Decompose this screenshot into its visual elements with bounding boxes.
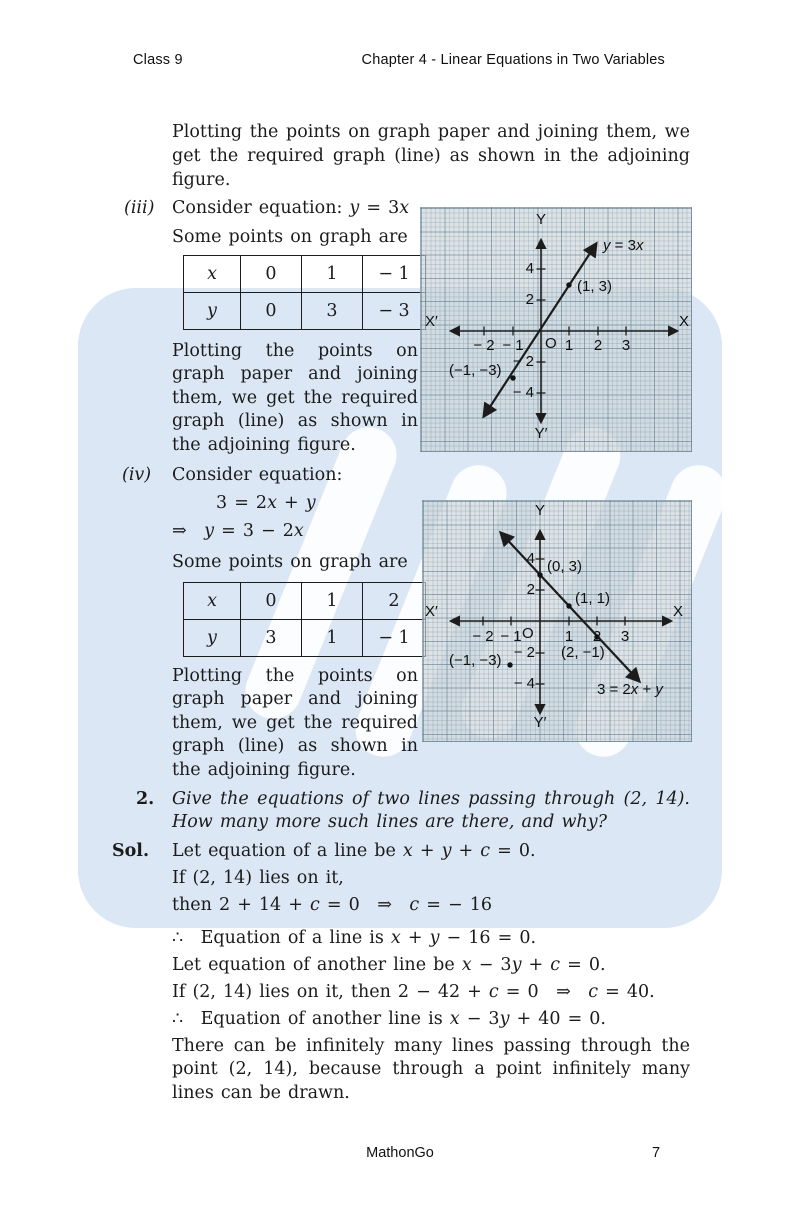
- y-tick-label: − 2: [513, 644, 535, 661]
- text-line: Give the equations of two lines passing through (2, 14).: [172, 789, 690, 809]
- x-tick-label: 2: [593, 337, 603, 354]
- plot-line-y-3x: [484, 244, 596, 416]
- axis-label-x-prime: X′: [425, 313, 438, 330]
- table-row: [184, 293, 426, 330]
- solution-line: then 2 + 14 + c = 0 ⇒ c = − 16: [172, 895, 492, 915]
- axis-label-y-prime: Y′: [533, 714, 547, 731]
- point-label: (2, −1): [561, 644, 605, 661]
- text-line: There can be infinitely many lines passing through the: [172, 1036, 690, 1056]
- item-iii-marker: (iii): [124, 198, 155, 218]
- table-cell: 1: [302, 620, 363, 657]
- solution-line: ∴ Equation of a line is x + y − 16 = 0.: [172, 928, 537, 948]
- axis-label-x-prime: X′: [425, 603, 438, 620]
- point-label: (−1, −3): [449, 362, 502, 379]
- point-neg1-neg3: [510, 375, 515, 380]
- origin-label: O: [522, 625, 534, 642]
- table-cell: 3: [302, 293, 363, 330]
- solution-line: Let equation of a line be x + y + c = 0.: [172, 841, 536, 861]
- table-cell: x: [184, 583, 241, 620]
- solution-line: Let equation of another line be x − 3y + c = 0.: [172, 955, 606, 975]
- table-cell: − 1: [363, 256, 426, 293]
- footer-page-number: 7: [652, 1145, 661, 1161]
- text-line: graph (line) as shown in: [172, 736, 418, 757]
- points-table-iii: [183, 255, 426, 330]
- origin-label: O: [545, 335, 557, 352]
- text-line: Plotting the points on: [172, 666, 418, 686]
- item-iv-marker: (iv): [122, 465, 152, 485]
- axis-label-y: Y: [535, 211, 547, 228]
- points-table-iv: [183, 582, 426, 657]
- footer-brand: MathonGo: [366, 1145, 434, 1161]
- text-line: How many more such lines are there, and why?: [172, 812, 607, 833]
- item-iv-equation-2: ⇒ y = 3 − 2x: [172, 521, 304, 541]
- item-iv-paragraph: [172, 665, 418, 782]
- point-0-3: [537, 572, 542, 577]
- table-row: [184, 583, 426, 620]
- question-text: [172, 788, 690, 835]
- table-cell: − 1: [363, 620, 426, 657]
- graph-axes-svg: [423, 501, 691, 741]
- solution-line: If (2, 14) lies on it,: [172, 868, 344, 888]
- axis-label-y-prime: Y′: [534, 425, 548, 442]
- table-cell: 0: [241, 583, 302, 620]
- item-iv-subheading: Some points on graph are: [172, 552, 408, 572]
- table-cell: 2: [363, 583, 426, 620]
- table-row: [184, 256, 426, 293]
- solution-line: ∴ Equation of another line is x − 3y + 40 = 0.: [172, 1009, 606, 1029]
- x-tick-label: 3: [620, 628, 630, 645]
- solution-label: Sol.: [112, 841, 150, 861]
- point-1-1: [566, 603, 571, 608]
- header-chapter: Chapter 4 - Linear Equations in Two Variables: [361, 52, 665, 68]
- y-tick-label: − 4: [512, 384, 534, 401]
- x-tick-label: − 1: [500, 628, 522, 645]
- text-line: lines can be drawn.: [172, 1082, 350, 1103]
- x-tick-label: − 2: [472, 628, 494, 645]
- text-line: Plotting the points on: [172, 341, 418, 361]
- point-label: (1, 3): [577, 278, 613, 295]
- x-tick-label: − 2: [473, 337, 495, 354]
- x-tick-label: 1: [564, 628, 574, 645]
- text-line: them, we get the required: [172, 712, 418, 733]
- x-tick-label: 2: [592, 628, 602, 645]
- axis-label-x: X: [679, 313, 690, 330]
- item-iv-heading: Consider equation:: [172, 465, 343, 485]
- text-line: graph paper and joining: [172, 689, 418, 710]
- item-iii-heading: Consider equation: y = 3x: [172, 198, 410, 218]
- table-cell: y: [184, 620, 241, 657]
- solution-closing-paragraph: [172, 1035, 690, 1105]
- y-tick-label: 4: [526, 550, 535, 567]
- text-line: figure.: [172, 170, 231, 190]
- equation-label: 3 = 2x + y: [597, 681, 663, 698]
- x-tick-label: − 1: [502, 337, 524, 354]
- axis-label-x: X: [673, 603, 684, 620]
- text-line: graph paper and joining: [172, 364, 418, 385]
- point-label: (−1, −3): [449, 652, 502, 669]
- item-iii-paragraph: [172, 340, 418, 457]
- x-tick-label: 3: [621, 337, 631, 354]
- y-tick-label: − 2: [512, 353, 534, 370]
- text-line: the adjoining figure.: [172, 434, 356, 455]
- point-neg1-neg3: [507, 662, 512, 667]
- axis-label-y: Y: [534, 502, 546, 519]
- text-line: get the required graph (line) as shown in the adjoining: [172, 146, 690, 166]
- graph-3-equals-2x-plus-y: [422, 500, 692, 742]
- point-label: (0, 3): [547, 558, 583, 575]
- equation-label: y = 3x: [603, 237, 644, 254]
- text-line: graph (line) as shown in: [172, 411, 418, 432]
- graph-axes-svg: [421, 208, 691, 451]
- point-label: (1, 1): [575, 590, 611, 607]
- table-cell: y: [184, 293, 241, 330]
- table-cell: 1: [302, 256, 363, 293]
- graph-y-equals-3x: [420, 207, 692, 452]
- header-class: Class 9: [133, 52, 183, 68]
- y-tick-label: 4: [525, 260, 534, 277]
- intro-paragraph: [172, 120, 690, 192]
- table-cell: 0: [241, 256, 302, 293]
- x-tick-label: 1: [564, 337, 574, 354]
- item-iii-subheading: Some points on graph are: [172, 227, 408, 247]
- solution-line: If (2, 14) lies on it, then 2 − 42 + c = 0 ⇒ c = 40.: [172, 982, 655, 1002]
- table-row: [184, 620, 426, 657]
- point-1-3: [566, 282, 571, 287]
- y-tick-label: 2: [526, 581, 535, 598]
- table-cell: 3: [241, 620, 302, 657]
- y-tick-label: − 4: [513, 675, 535, 692]
- table-cell: x: [184, 256, 241, 293]
- text-line: the adjoining figure.: [172, 759, 356, 780]
- y-tick-label: 2: [525, 291, 534, 308]
- question-number: 2.: [136, 789, 155, 809]
- text-line: point (2, 14), because through a point infinitely many: [172, 1059, 690, 1080]
- table-cell: 0: [241, 293, 302, 330]
- text-line: them, we get the required: [172, 387, 418, 408]
- table-cell: − 3: [363, 293, 426, 330]
- table-cell: 1: [302, 583, 363, 620]
- text-line: Plotting the points on graph paper and joining them, we: [172, 122, 690, 142]
- item-iv-equation-1: 3 = 2x + y: [216, 493, 316, 513]
